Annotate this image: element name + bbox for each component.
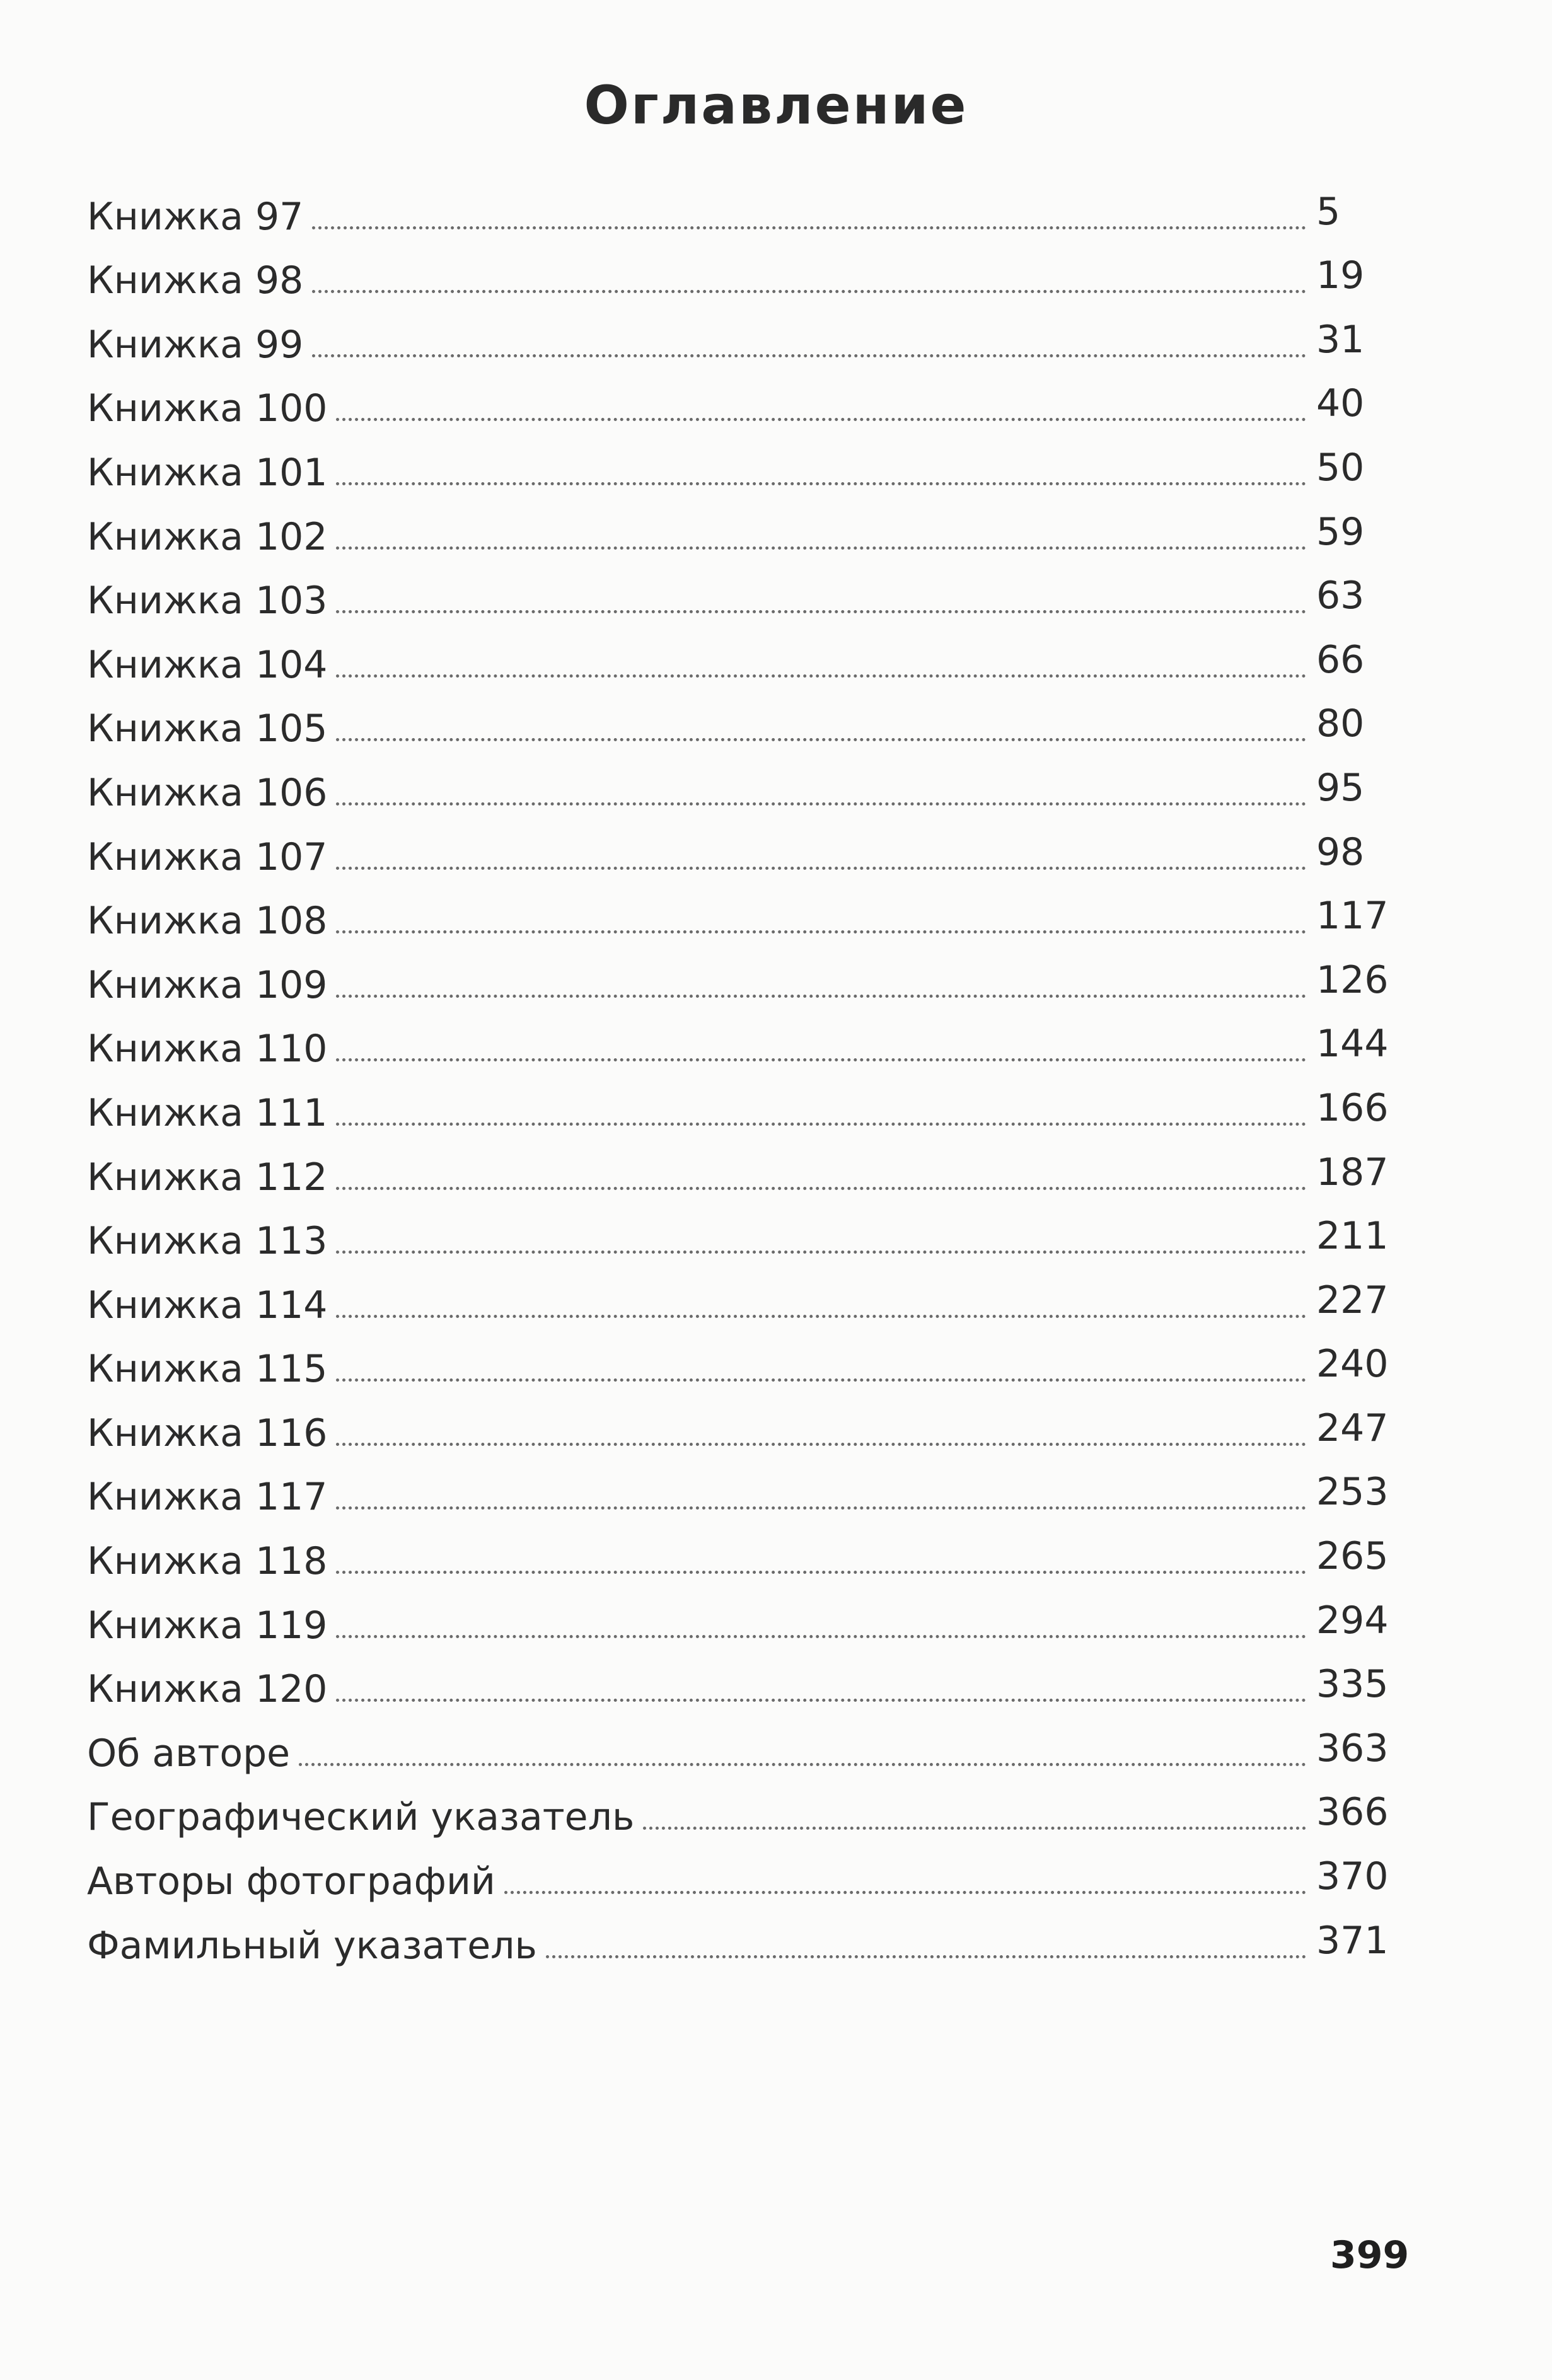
toc-entry-page: 366 xyxy=(1316,1790,1389,1835)
dot-leader xyxy=(336,1187,1306,1190)
dot-leader xyxy=(336,738,1306,741)
toc-entry-label: Об авторе xyxy=(87,1731,291,1776)
dot-leader xyxy=(336,482,1306,485)
toc-entry-label: Книжка 97 xyxy=(87,194,304,239)
toc-entry[interactable] xyxy=(87,236,1404,303)
toc-entry-page: 227 xyxy=(1316,1278,1389,1322)
dot-leader xyxy=(312,290,1306,293)
toc-entry[interactable] xyxy=(87,1324,1404,1392)
toc-entry-label: Книжка 102 xyxy=(87,514,328,559)
dot-leader xyxy=(336,1123,1306,1126)
toc-entry-label: Книжка 109 xyxy=(87,962,328,1007)
dot-leader xyxy=(336,930,1306,933)
toc-entry-page: 187 xyxy=(1316,1150,1389,1194)
toc-entry-label: Книжка 117 xyxy=(87,1475,328,1520)
toc-entry-page: 294 xyxy=(1316,1598,1389,1643)
toc-entry-label: Книжка 110 xyxy=(87,1027,328,1072)
toc-entry-label: Книжка 112 xyxy=(87,1155,328,1199)
toc-entry-label: Фамильный указатель xyxy=(87,1923,537,1968)
toc-entry-label: Географический указатель xyxy=(87,1795,635,1840)
dot-leader xyxy=(336,1251,1306,1254)
toc-entry[interactable] xyxy=(87,364,1404,431)
toc-entry-label: Книжка 104 xyxy=(87,642,328,687)
dot-leader xyxy=(299,1763,1306,1766)
toc-entry-page: 371 xyxy=(1316,1918,1389,1963)
table-of-contents xyxy=(87,171,1404,1968)
toc-entry-label: Книжка 119 xyxy=(87,1603,328,1648)
toc-entry[interactable] xyxy=(87,1452,1404,1520)
toc-entry-label: Книжка 113 xyxy=(87,1219,328,1264)
dot-leader xyxy=(504,1891,1306,1894)
toc-entry[interactable] xyxy=(87,1004,1404,1072)
page-number: 399 xyxy=(1330,2233,1410,2277)
toc-entry-page: 253 xyxy=(1316,1470,1389,1515)
toc-entry[interactable] xyxy=(87,1836,1404,1904)
toc-entry[interactable] xyxy=(87,171,1404,239)
toc-entry-label: Книжка 107 xyxy=(87,835,328,879)
toc-entry-page: 19 xyxy=(1316,253,1365,298)
toc-entry-page: 240 xyxy=(1316,1342,1389,1387)
toc-entry[interactable] xyxy=(87,620,1404,687)
toc-entry-page: 66 xyxy=(1316,637,1365,682)
toc-entry-page: 50 xyxy=(1316,445,1365,490)
toc-entry-page: 59 xyxy=(1316,509,1365,554)
toc-entry[interactable] xyxy=(87,876,1404,944)
dot-leader xyxy=(336,1635,1306,1638)
toc-entry-page: 63 xyxy=(1316,574,1365,618)
dot-leader xyxy=(336,610,1306,613)
dot-leader xyxy=(336,1699,1306,1702)
toc-entry-page: 363 xyxy=(1316,1726,1389,1771)
dot-leader xyxy=(336,1571,1306,1574)
toc-entry-label: Книжка 106 xyxy=(87,770,328,815)
toc-entry[interactable] xyxy=(87,1644,1404,1712)
toc-entry-page: 80 xyxy=(1316,702,1365,746)
toc-entry[interactable] xyxy=(87,1900,1404,1968)
toc-entry-page: 40 xyxy=(1316,381,1365,426)
dot-leader xyxy=(546,1955,1306,1958)
toc-entry-page: 247 xyxy=(1316,1406,1389,1450)
dot-leader xyxy=(336,674,1306,678)
toc-entry-label: Книжка 103 xyxy=(87,579,328,623)
dot-leader xyxy=(336,802,1306,806)
toc-entry-label: Книжка 120 xyxy=(87,1667,328,1712)
dot-leader xyxy=(643,1827,1306,1830)
toc-entry[interactable] xyxy=(87,556,1404,623)
dot-leader xyxy=(336,418,1306,421)
toc-entry[interactable] xyxy=(87,1260,1404,1327)
toc-entry-page: 117 xyxy=(1316,894,1389,939)
toc-entry-label: Книжка 111 xyxy=(87,1090,328,1135)
dot-leader xyxy=(336,1058,1306,1061)
dot-leader xyxy=(312,226,1306,229)
toc-entry[interactable] xyxy=(87,1580,1404,1648)
toc-entry-label: Книжка 101 xyxy=(87,450,328,495)
dot-leader xyxy=(336,1378,1306,1382)
dot-leader xyxy=(336,1506,1306,1510)
dot-leader xyxy=(312,354,1306,357)
toc-entry[interactable] xyxy=(87,1772,1404,1840)
toc-entry-label: Книжка 116 xyxy=(87,1411,328,1455)
toc-entry-page: 5 xyxy=(1316,189,1341,234)
toc-entry-label: Книжка 108 xyxy=(87,899,328,944)
toc-entry[interactable] xyxy=(87,1196,1404,1264)
toc-entry-label: Книжка 98 xyxy=(87,258,304,303)
toc-entry-label: Авторы фотографий xyxy=(87,1859,495,1904)
toc-entry[interactable] xyxy=(87,1708,1404,1776)
dot-leader xyxy=(336,1443,1306,1446)
toc-entry-page: 31 xyxy=(1316,317,1365,362)
toc-entry-label: Книжка 114 xyxy=(87,1283,328,1327)
toc-entry-page: 126 xyxy=(1316,957,1389,1002)
toc-entry[interactable] xyxy=(87,1132,1404,1199)
toc-entry[interactable] xyxy=(87,427,1404,495)
toc-entry[interactable] xyxy=(87,299,1404,367)
toc-entry[interactable] xyxy=(87,812,1404,879)
toc-entry[interactable] xyxy=(87,1516,1404,1584)
page-title: Оглавление xyxy=(584,74,968,136)
toc-entry-label: Книжка 115 xyxy=(87,1347,328,1392)
toc-entry-label: Книжка 100 xyxy=(87,386,328,431)
toc-entry[interactable] xyxy=(87,940,1404,1007)
toc-entry[interactable] xyxy=(87,748,1404,815)
toc-entry-page: 370 xyxy=(1316,1854,1389,1899)
toc-entry-label: Книжка 99 xyxy=(87,322,304,367)
toc-entry-page: 265 xyxy=(1316,1534,1389,1579)
toc-entry-page: 211 xyxy=(1316,1214,1389,1259)
toc-entry-page: 166 xyxy=(1316,1085,1389,1130)
dot-leader xyxy=(336,867,1306,870)
toc-entry[interactable] xyxy=(87,492,1404,559)
toc-entry-page: 98 xyxy=(1316,829,1365,874)
toc-entry[interactable] xyxy=(87,684,1404,751)
toc-entry[interactable] xyxy=(87,1388,1404,1455)
toc-entry[interactable] xyxy=(87,1068,1404,1135)
toc-entry-page: 335 xyxy=(1316,1662,1389,1707)
toc-entry-label: Книжка 118 xyxy=(87,1539,328,1584)
dot-leader xyxy=(336,546,1306,550)
toc-entry-page: 95 xyxy=(1316,765,1365,810)
dot-leader xyxy=(336,1315,1306,1318)
dot-leader xyxy=(336,995,1306,998)
toc-entry-label: Книжка 105 xyxy=(87,707,328,751)
toc-entry-page: 144 xyxy=(1316,1022,1389,1066)
